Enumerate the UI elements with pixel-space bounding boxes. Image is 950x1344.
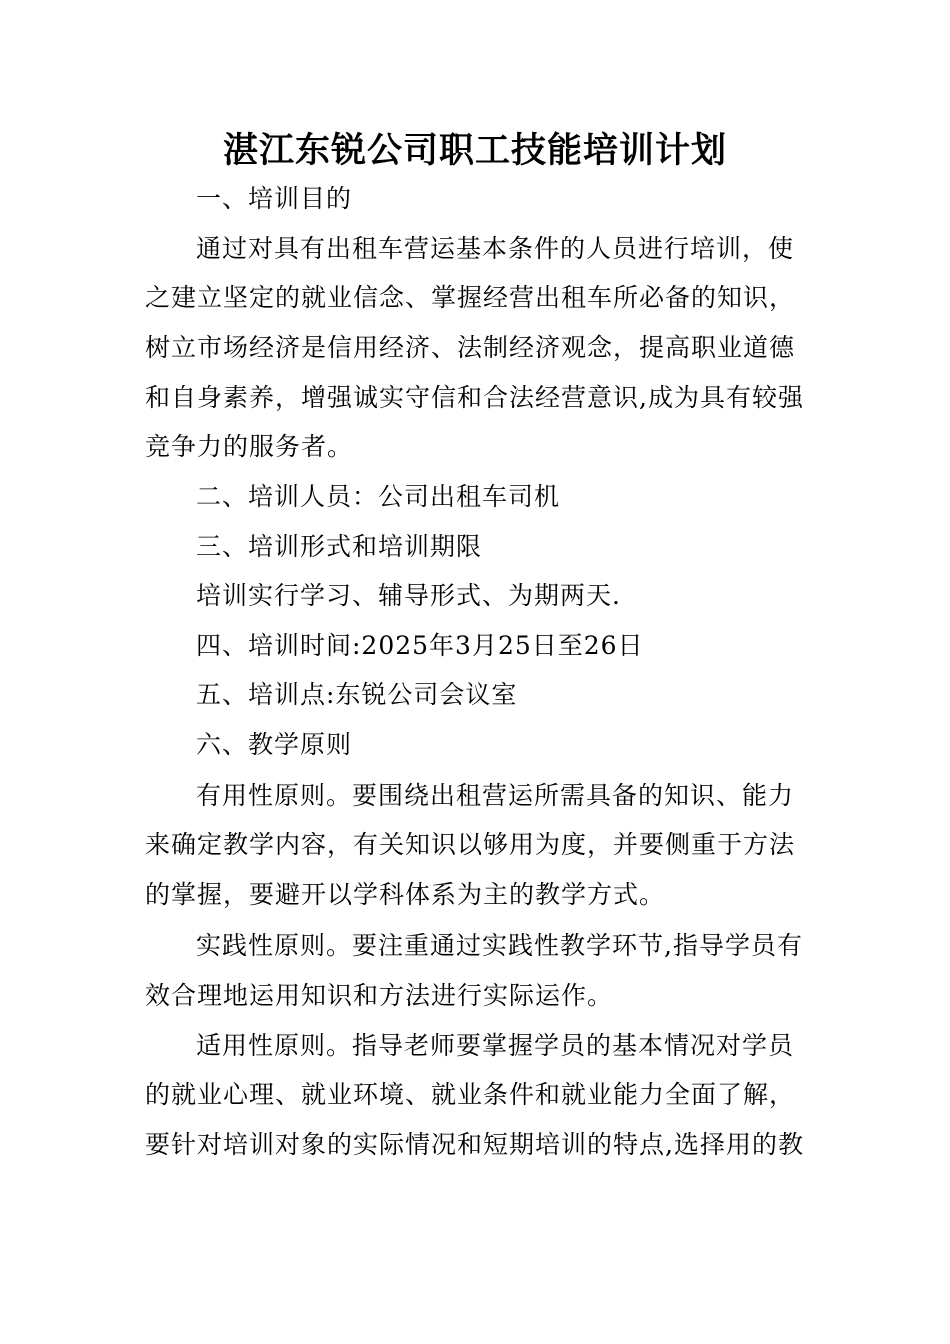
paragraph-line: 通过对具有出租车营运基本条件的人员进行培训，使 (196, 234, 795, 263)
document-title: 湛江东锐公司职工技能培训计划 (222, 130, 727, 171)
section-heading-trainees: 二、培训人员：公司出租车司机 (196, 482, 561, 511)
section-heading-purpose: 一、培训目的 (196, 184, 353, 213)
paragraph-line: 的掌握，要避开以学科体系为主的教学方式。 (145, 880, 666, 909)
paragraph-line: 的就业心理、就业环境、就业条件和就业能力全面了解， (145, 1080, 796, 1109)
paragraph-line: 竞争力的服务者。 (145, 432, 354, 461)
paragraph-line: 和自身素养，增强诚实守信和合法经营意识,成为具有较强 (145, 383, 804, 412)
paragraph-line: 适用性原则。指导老师要掌握学员的基本情况对学员 (196, 1031, 795, 1060)
section-heading-format: 三、培训形式和培训期限 (196, 532, 483, 561)
paragraph-line: 树立市场经济是信用经济、法制经济观念，提高职业道德 (145, 333, 796, 362)
section-heading-time: 四、培训时间:2025年3月25日至26日 (196, 631, 644, 660)
section-heading-location: 五、培训点:东锐公司会议室 (196, 680, 518, 709)
section-heading-principles: 六、教学原则 (196, 730, 353, 759)
paragraph-line: 来确定教学内容，有关知识以够用为度，并要侧重于方法 (145, 830, 796, 859)
paragraph-line: 要针对培训对象的实际情况和短期培训的特点,选择用的教 (145, 1130, 804, 1159)
paragraph-line: 有用性原则。要围绕出租营运所需具备的知识、能力 (196, 781, 795, 810)
paragraph-line: 实践性原则。要注重通过实践性教学环节,指导学员有 (196, 931, 803, 960)
paragraph-line: 培训实行学习、辅导形式、为期两天. (196, 581, 621, 610)
paragraph-line: 之建立坚定的就业信念、掌握经营出租车所必备的知识， (145, 283, 796, 312)
paragraph-line: 效合理地运用知识和方法进行实际运作。 (145, 981, 614, 1010)
